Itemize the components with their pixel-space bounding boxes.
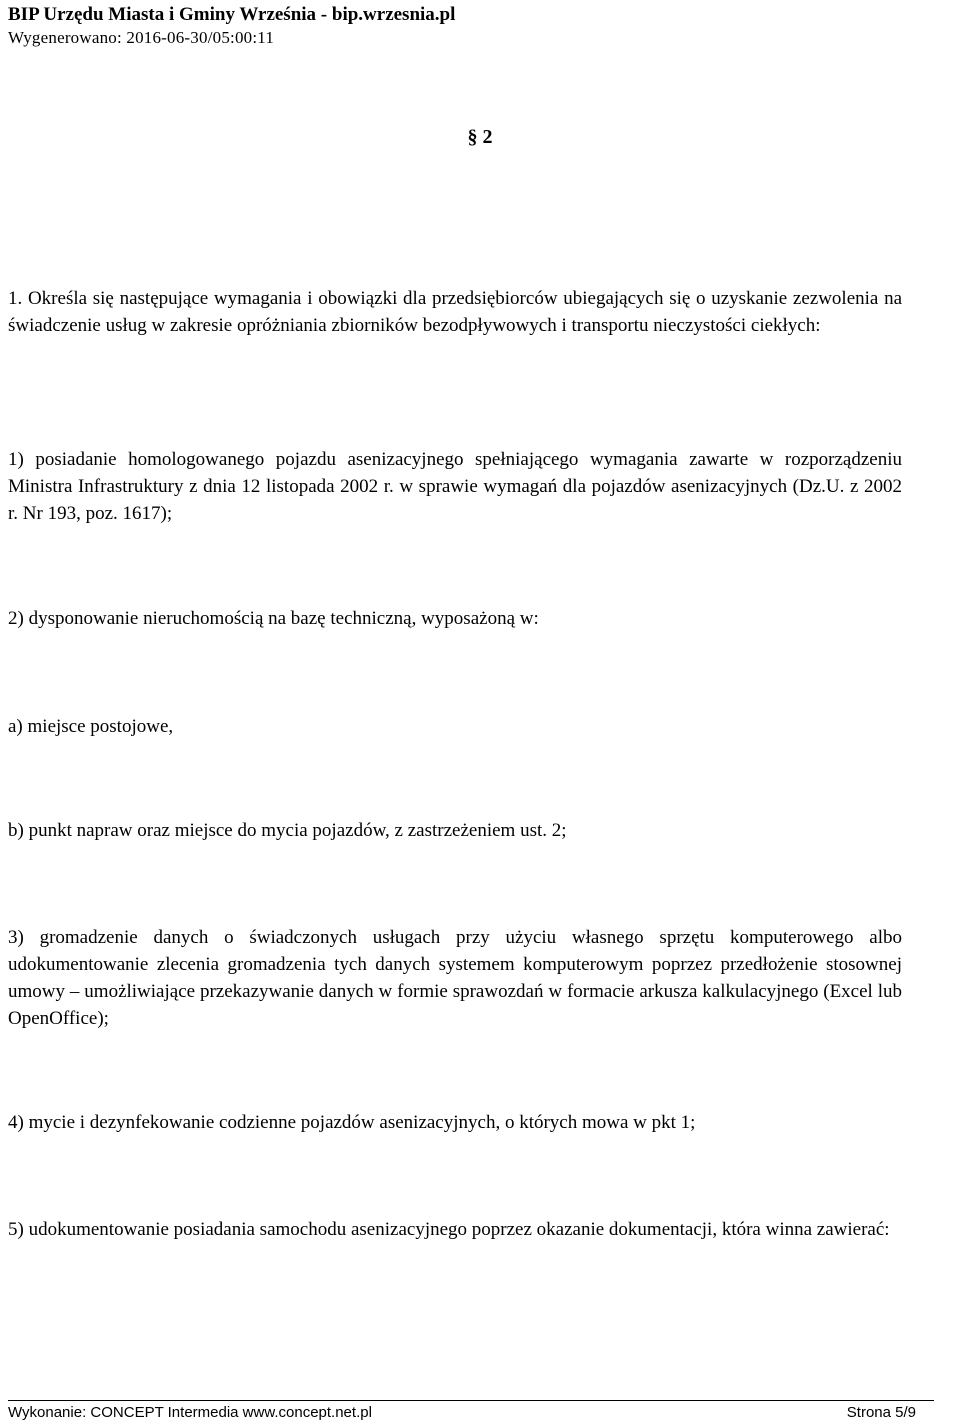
paragraph-item-2b: b) punkt napraw oraz miejsce do mycia pojazdów, z zastrzeżeniem ust. 2;	[8, 820, 567, 841]
paragraph-item-2: 2) dysponowanie nieruchomością na bazę techniczną, wyposażoną w:	[8, 608, 539, 629]
paragraph-item-5: 5) udokumentowanie posiadania samochodu asenizacyjnego poprzez okazanie dokumentacji, która winna zawierać:	[8, 1219, 890, 1240]
paragraph-item-1: 1) posiadanie homologowanego pojazdu asenizacyjnego spełniającego wymagania zawarte w rozporządzeniu Ministra Infrastruktury z dnia 12 listopada 2002 r. w sprawie wymagań dla pojazdów asenizacyjnych (Dz.U. z 2002 r. Nr 193, poz. 1617);	[8, 449, 902, 524]
section-heading: § 2	[467, 126, 493, 148]
page-header	[8, 3, 455, 49]
page-number: Strona 5/9	[846, 1404, 916, 1421]
footer-credit-link[interactable]: Wykonanie: CONCEPT Intermedia www.concept.net.pl	[8, 1404, 372, 1421]
page-footer	[8, 1404, 916, 1421]
site-title: BIP Urzędu Miasta i Gminy Września - bip.wrzesnia.pl	[8, 4, 456, 25]
footer-divider	[8, 1400, 934, 1401]
paragraph-intro: 1. Określa się następujące wymagania i obowiązki dla przedsiębiorców ubiegających się o uzyskanie zezwolenia na świadczenie usług w zakresie opróżniania zbiorników bezodpływowych i transportu nieczystości ciekłych:	[8, 288, 902, 336]
paragraph-item-2a: a) miejsce postojowe,	[8, 716, 174, 737]
paragraph-item-4: 4) mycie i dezynfekowanie codzienne pojazdów asenizacyjnych, o których mowa w pkt 1;	[8, 1112, 696, 1133]
generated-timestamp: Wygenerowano: 2016-06-30/05:00:11	[8, 28, 275, 47]
paragraph-item-3: 3) gromadzenie danych o świadczonych usługach przy użyciu własnego sprzętu komputerowego albo udokumentowanie zlecenia gromadzenia tych danych systemem komputerowym poprzez przedłożenie stosownej umowy – umożliwiające przekazywanie danych w formie sprawozdań w formacie arkusza kalkulacyjnego (Excel lub OpenOffice);	[8, 927, 902, 1029]
